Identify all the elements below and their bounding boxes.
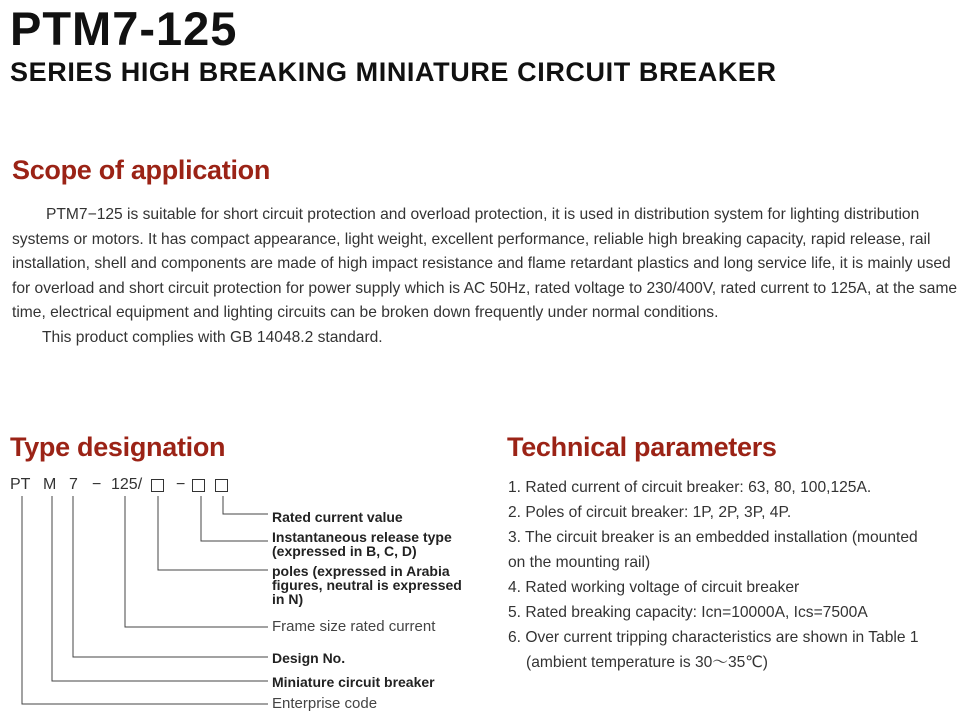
- tech-item-3: 3. The circuit breaker is an embedded installation (mounted: [508, 529, 918, 546]
- label-miniature: Miniature circuit breaker: [272, 674, 435, 690]
- technical-heading: Technical parameters: [507, 432, 777, 462]
- code-dash-2: −: [176, 476, 186, 493]
- leader-miniature: [52, 496, 268, 681]
- label-poles-1: poles (expressed in Arabia: [272, 563, 450, 579]
- label-poles-3: in N): [272, 591, 304, 607]
- leader-poles: [158, 496, 268, 570]
- code-part-7: 7: [69, 476, 78, 493]
- tech-item-6-cont: (ambient temperature is 30～35℃): [526, 654, 768, 671]
- scope-standard: This product complies with GB 14048.2 standard.: [42, 328, 383, 346]
- leader-frame-size: [125, 496, 268, 627]
- page-subtitle: SERIES HIGH BREAKING MINIATURE CIRCUIT BREAKER: [10, 57, 777, 87]
- code-dash-1: −: [92, 476, 102, 493]
- type-designation-heading: Type designation: [10, 432, 226, 462]
- label-poles-2: figures, neutral is expressed: [272, 577, 462, 593]
- leader-rated-current: [223, 496, 268, 514]
- label-design-no: Design No.: [272, 650, 346, 666]
- tech-item-6: 6. Over current tripping characteristics are shown in Table 1: [508, 629, 919, 646]
- page-title: PTM7-125: [10, 2, 238, 55]
- scope-paragraph: PTM7−125 is suitable for short circuit protection and overload protection, it is used in distribution system for lighting distribution systems or motors. It has compact appearance, light weight, excellent performance, reliable high breaking capacity, rapid release, rail installation, shell and components are made of high impact resistance and flame retardant plastics and long service life, it is mainly used for overload and short circuit protection for power supply which is AC 50Hz, rated voltage to 230/400V, rated current to 125A, at the same time, electrical equipment and lighting circuits can be broken down frequently under normal conditions.: [12, 206, 958, 322]
- tech-item-2: 2. Poles of circuit breaker: 1P, 2P, 3P, 4P.: [508, 504, 792, 521]
- technical-list: [508, 475, 973, 675]
- leader-release-type: [201, 496, 268, 541]
- label-frame-size: Frame size rated current: [272, 618, 436, 635]
- label-rated-current-value: Rated current value: [272, 509, 403, 525]
- code-part-125: 125/: [111, 476, 143, 493]
- code-part-pt: PT: [10, 476, 31, 493]
- tech-item-1: 1. Rated current of circuit breaker: 63, 80, 100,125A.: [508, 479, 872, 496]
- leader-enterprise: [22, 496, 268, 704]
- scope-heading: Scope of application: [12, 155, 271, 185]
- label-release-type-1: Instantaneous release type: [272, 529, 452, 545]
- label-release-type-2: (expressed in B, C, D): [272, 543, 417, 559]
- label-enterprise: Enterprise code: [272, 695, 378, 712]
- tech-item-3-cont: on the mounting rail): [508, 554, 651, 571]
- leader-design-no: [73, 496, 268, 657]
- tech-item-5: 5. Rated breaking capacity: Icn=10000A, Ics=7500A: [508, 604, 868, 621]
- code-part-m: M: [43, 476, 57, 493]
- tech-item-4: 4. Rated working voltage of circuit breaker: [508, 579, 800, 596]
